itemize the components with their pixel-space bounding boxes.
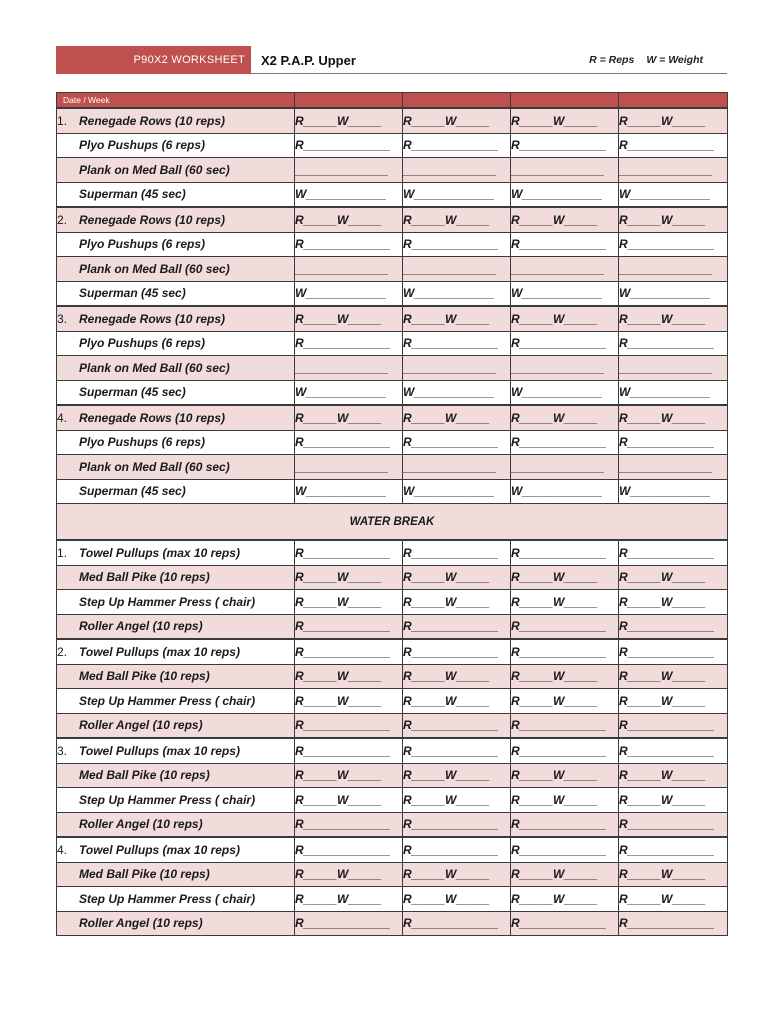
week-entry-field[interactable]: R_____________ [403, 133, 511, 158]
week-entry-field[interactable]: R_____W_____ [403, 664, 511, 689]
exercise-cell [57, 479, 295, 504]
round-number: 1. [57, 113, 68, 128]
week-entry-field[interactable]: W____________ [619, 281, 728, 306]
week-entry-field[interactable]: W____________ [403, 479, 511, 504]
week-entry-field[interactable]: W____________ [619, 182, 728, 207]
week-entry-field[interactable]: R_____________ [295, 540, 403, 565]
week-entry-field[interactable]: W____________ [511, 380, 619, 405]
week-entry-field[interactable]: W____________ [295, 380, 403, 405]
week-entry-field[interactable]: R_____W_____ [619, 887, 728, 912]
week-entry-field[interactable]: R_____W_____ [295, 108, 403, 133]
week-entry-field[interactable]: ______________ [511, 158, 619, 183]
exercise-cell [57, 540, 295, 565]
date-week-row [57, 93, 728, 109]
week-entry-field[interactable]: R_____W_____ [511, 405, 619, 430]
week-entry-field[interactable]: R_____________ [619, 812, 728, 837]
exercise-row [57, 590, 728, 615]
week-entry-field[interactable]: R_____________ [619, 133, 728, 158]
exercise-name: Renegade Rows (10 reps) [79, 311, 226, 326]
week-entry-field[interactable]: R_____________ [619, 837, 728, 862]
week-entry-field[interactable]: R_____________ [403, 911, 511, 936]
exercise-name: Plyo Pushups (6 reps) [79, 237, 206, 252]
worksheet-banner: P90X2 WORKSHEET [56, 46, 251, 74]
date-week-input[interactable] [511, 93, 619, 109]
exercise-name: Roller Angel (10 reps) [79, 817, 203, 832]
exercise-name: Step Up Hammer Press ( chair) [79, 693, 256, 708]
week-entry-field[interactable]: R_____________ [619, 738, 728, 763]
exercise-row [57, 331, 728, 356]
water-break-label: WATER BREAK [57, 504, 728, 541]
week-entry-field[interactable]: R_____________ [403, 540, 511, 565]
week-entry-field[interactable]: R_____W_____ [619, 590, 728, 615]
week-entry-field[interactable]: ______________ [295, 257, 403, 282]
week-entry-field[interactable]: R_____W_____ [295, 887, 403, 912]
week-entry-field[interactable]: R_____________ [295, 837, 403, 862]
exercise-cell [57, 257, 295, 282]
exercise-row [57, 812, 728, 837]
week-entry-field[interactable]: R_____________ [511, 911, 619, 936]
exercise-cell [57, 911, 295, 936]
exercise-cell [57, 738, 295, 763]
exercise-row [57, 133, 728, 158]
week-entry-field[interactable]: R_____________ [295, 713, 403, 738]
week-entry-field[interactable]: R_____W_____ [295, 763, 403, 788]
week-entry-field[interactable]: R_____________ [619, 331, 728, 356]
exercise-name: Med Ball Pike (10 reps) [79, 570, 210, 585]
week-entry-field[interactable]: R_____W_____ [619, 788, 728, 813]
exercise-cell [57, 689, 295, 714]
exercise-row [57, 380, 728, 405]
week-entry-field[interactable]: R_____W_____ [619, 862, 728, 887]
week-entry-field[interactable]: ______________ [511, 455, 619, 480]
week-entry-field[interactable]: W____________ [403, 380, 511, 405]
legend-weight: W = Weight [646, 54, 703, 66]
exercise-row [57, 713, 728, 738]
exercise-name: Roller Angel (10 reps) [79, 916, 203, 931]
week-entry-field[interactable]: R_____W_____ [619, 306, 728, 331]
week-entry-field[interactable]: R_____W_____ [511, 590, 619, 615]
exercise-row [57, 887, 728, 912]
exercise-name: Plyo Pushups (6 reps) [79, 138, 206, 153]
exercise-row [57, 911, 728, 936]
exercise-row [57, 182, 728, 207]
week-entry-field[interactable]: R_____W_____ [403, 405, 511, 430]
week-entry-field[interactable]: R_____W_____ [295, 306, 403, 331]
week-entry-field[interactable]: R_____________ [619, 540, 728, 565]
exercise-name: Towel Pullups (max 10 reps) [79, 545, 240, 560]
exercise-name: Superman (45 sec) [79, 286, 186, 301]
week-entry-field[interactable]: R_____________ [295, 812, 403, 837]
exercise-row [57, 565, 728, 590]
exercise-cell [57, 331, 295, 356]
week-entry-field[interactable]: ______________ [403, 257, 511, 282]
date-week-input[interactable] [619, 93, 728, 109]
week-entry-field[interactable]: R_____W_____ [295, 405, 403, 430]
week-entry-field[interactable]: R_____________ [295, 331, 403, 356]
round-number: 3. [57, 311, 68, 326]
week-entry-field[interactable]: ______________ [619, 455, 728, 480]
week-entry-field[interactable]: R_____________ [511, 738, 619, 763]
week-entry-field[interactable]: R_____________ [403, 812, 511, 837]
week-entry-field[interactable]: R_____W_____ [403, 689, 511, 714]
week-entry-field[interactable]: R_____________ [511, 540, 619, 565]
week-entry-field[interactable]: R_____________ [403, 232, 511, 257]
exercise-name: Med Ball Pike (10 reps) [79, 867, 210, 882]
week-entry-field[interactable]: ______________ [619, 356, 728, 381]
week-entry-field[interactable]: R_____________ [511, 614, 619, 639]
week-entry-field[interactable]: R_____W_____ [619, 763, 728, 788]
week-entry-field[interactable]: R_____________ [295, 430, 403, 455]
week-entry-field[interactable]: R_____________ [403, 331, 511, 356]
week-entry-field[interactable]: R_____________ [619, 614, 728, 639]
exercise-cell [57, 590, 295, 615]
week-entry-field[interactable]: R_____W_____ [511, 108, 619, 133]
worksheet-table [56, 92, 728, 936]
week-entry-field[interactable]: R_____W_____ [295, 689, 403, 714]
exercise-row [57, 356, 728, 381]
exercise-row [57, 257, 728, 282]
week-entry-field[interactable]: ______________ [295, 356, 403, 381]
week-entry-field[interactable]: R_____W_____ [511, 862, 619, 887]
week-entry-field[interactable]: ______________ [403, 356, 511, 381]
week-entry-field[interactable]: R_____________ [511, 430, 619, 455]
exercise-cell [57, 713, 295, 738]
week-entry-field[interactable]: R_____W_____ [511, 306, 619, 331]
exercise-row [57, 763, 728, 788]
week-entry-field[interactable]: R_____W_____ [619, 565, 728, 590]
week-entry-field[interactable]: R_____W_____ [511, 788, 619, 813]
exercise-name: Towel Pullups (max 10 reps) [79, 842, 240, 857]
exercise-row [57, 158, 728, 183]
date-week-label: Date / Week [57, 93, 295, 109]
week-entry-field[interactable]: R_____W_____ [511, 887, 619, 912]
exercise-cell [57, 862, 295, 887]
week-entry-field[interactable]: ______________ [295, 455, 403, 480]
week-entry-field[interactable]: R_____________ [295, 639, 403, 664]
exercise-cell [57, 405, 295, 430]
exercise-row [57, 405, 728, 430]
week-entry-field[interactable]: R_____W_____ [511, 763, 619, 788]
date-week-input[interactable] [403, 93, 511, 109]
exercise-cell [57, 664, 295, 689]
exercise-cell [57, 430, 295, 455]
exercise-name: Plyo Pushups (6 reps) [79, 336, 206, 351]
exercise-cell [57, 232, 295, 257]
water-break-row [57, 504, 728, 541]
exercise-name: Plyo Pushups (6 reps) [79, 435, 206, 450]
exercise-row [57, 232, 728, 257]
exercise-cell [57, 356, 295, 381]
week-entry-field[interactable]: R_____________ [403, 837, 511, 862]
exercise-row [57, 862, 728, 887]
week-entry-field[interactable]: R_____W_____ [295, 862, 403, 887]
week-entry-field[interactable]: W____________ [619, 380, 728, 405]
exercise-name: Towel Pullups (max 10 reps) [79, 743, 240, 758]
exercise-cell [57, 207, 295, 232]
exercise-name: Superman (45 sec) [79, 187, 186, 202]
exercise-cell [57, 565, 295, 590]
exercise-row [57, 455, 728, 480]
exercise-cell [57, 887, 295, 912]
week-entry-field[interactable]: ______________ [619, 257, 728, 282]
week-entry-field[interactable]: ______________ [619, 158, 728, 183]
exercise-name: Step Up Hammer Press ( chair) [79, 594, 256, 609]
exercise-row [57, 689, 728, 714]
exercise-row [57, 540, 728, 565]
exercise-row [57, 281, 728, 306]
exercise-row [57, 738, 728, 763]
week-entry-field[interactable]: ______________ [511, 257, 619, 282]
exercise-row [57, 788, 728, 813]
legend [589, 46, 703, 74]
week-entry-field[interactable]: R_____W_____ [619, 689, 728, 714]
exercise-row [57, 639, 728, 664]
week-entry-field[interactable]: R_____W_____ [403, 862, 511, 887]
week-entry-field[interactable]: R_____________ [295, 911, 403, 936]
week-entry-field[interactable]: R_____________ [511, 713, 619, 738]
exercise-name: Roller Angel (10 reps) [79, 619, 203, 634]
week-entry-field[interactable]: ______________ [403, 455, 511, 480]
week-entry-field[interactable]: R_____W_____ [619, 664, 728, 689]
week-entry-field[interactable]: W____________ [511, 182, 619, 207]
week-entry-field[interactable]: R_____W_____ [403, 306, 511, 331]
week-entry-field[interactable]: R_____W_____ [403, 108, 511, 133]
week-entry-field[interactable]: R_____W_____ [619, 405, 728, 430]
exercise-name: Towel Pullups (max 10 reps) [79, 644, 240, 659]
week-entry-field[interactable]: R_____W_____ [511, 565, 619, 590]
week-entry-field[interactable]: ______________ [511, 356, 619, 381]
round-number: 2. [57, 644, 68, 659]
week-entry-field[interactable]: R_____________ [403, 430, 511, 455]
exercise-name: Renegade Rows (10 reps) [79, 212, 226, 227]
exercise-name: Med Ball Pike (10 reps) [79, 669, 210, 684]
round-number: 3. [57, 743, 68, 758]
week-entry-field[interactable]: R_____W_____ [403, 207, 511, 232]
week-entry-field[interactable]: R_____________ [295, 614, 403, 639]
exercise-cell [57, 639, 295, 664]
week-entry-field[interactable]: R_____________ [511, 133, 619, 158]
week-entry-field[interactable]: R_____________ [295, 738, 403, 763]
exercise-row [57, 664, 728, 689]
week-entry-field[interactable]: R_____________ [619, 232, 728, 257]
exercise-cell [57, 158, 295, 183]
week-entry-field[interactable]: R_____W_____ [511, 689, 619, 714]
exercise-name: Renegade Rows (10 reps) [79, 410, 226, 425]
week-entry-field[interactable]: R_____W_____ [295, 565, 403, 590]
exercise-cell [57, 812, 295, 837]
exercise-cell [57, 182, 295, 207]
exercise-name: Roller Angel (10 reps) [79, 718, 203, 733]
week-entry-field[interactable]: R_____________ [403, 713, 511, 738]
week-entry-field[interactable]: W____________ [511, 281, 619, 306]
worksheet-header [56, 46, 727, 74]
exercise-row [57, 306, 728, 331]
exercise-row [57, 108, 728, 133]
exercise-row [57, 207, 728, 232]
exercise-name: Plank on Med Ball (60 sec) [79, 162, 230, 177]
week-entry-field[interactable]: R_____W_____ [511, 664, 619, 689]
round-number: 4. [57, 410, 68, 425]
exercise-row [57, 479, 728, 504]
week-entry-field[interactable]: W____________ [295, 479, 403, 504]
week-entry-field[interactable]: W____________ [619, 479, 728, 504]
week-entry-field[interactable]: R_____W_____ [295, 590, 403, 615]
exercise-cell [57, 763, 295, 788]
exercise-name: Step Up Hammer Press ( chair) [79, 792, 256, 807]
exercise-name: Superman (45 sec) [79, 484, 186, 499]
week-entry-field[interactable]: W____________ [295, 281, 403, 306]
round-number: 2. [57, 212, 68, 227]
exercise-cell [57, 788, 295, 813]
week-entry-field[interactable]: R_____________ [511, 639, 619, 664]
week-entry-field[interactable]: ______________ [403, 158, 511, 183]
week-entry-field[interactable]: ______________ [295, 158, 403, 183]
week-entry-field[interactable]: W____________ [403, 281, 511, 306]
week-entry-field[interactable]: R_____________ [403, 614, 511, 639]
exercise-row [57, 837, 728, 862]
week-entry-field[interactable]: R_____________ [511, 331, 619, 356]
week-entry-field[interactable]: W____________ [511, 479, 619, 504]
exercise-cell [57, 614, 295, 639]
week-entry-field[interactable]: R_____W_____ [511, 207, 619, 232]
exercise-cell [57, 306, 295, 331]
week-entry-field[interactable]: R_____W_____ [403, 788, 511, 813]
week-entry-field[interactable]: R_____W_____ [403, 565, 511, 590]
workout-title: X2 P.A.P. Upper [261, 52, 356, 68]
week-entry-field[interactable]: R_____________ [295, 232, 403, 257]
exercise-cell [57, 281, 295, 306]
week-entry-field[interactable]: R_____W_____ [619, 108, 728, 133]
week-entry-field[interactable]: R_____________ [403, 738, 511, 763]
week-entry-field[interactable]: R_____W_____ [619, 207, 728, 232]
week-entry-field[interactable]: R_____W_____ [403, 590, 511, 615]
exercise-name: Step Up Hammer Press ( chair) [79, 891, 256, 906]
header-rule [251, 73, 727, 74]
week-entry-field[interactable]: R_____________ [619, 639, 728, 664]
week-entry-field[interactable]: W____________ [295, 182, 403, 207]
week-entry-field[interactable]: R_____W_____ [403, 763, 511, 788]
exercise-cell [57, 133, 295, 158]
week-entry-field[interactable]: R_____________ [619, 713, 728, 738]
exercise-cell [57, 837, 295, 862]
exercise-cell [57, 380, 295, 405]
exercise-name: Plank on Med Ball (60 sec) [79, 360, 230, 375]
round-number: 4. [57, 842, 68, 857]
exercise-name: Renegade Rows (10 reps) [79, 113, 226, 128]
exercise-cell [57, 108, 295, 133]
week-entry-field[interactable]: W____________ [403, 182, 511, 207]
week-entry-field[interactable]: R_____________ [619, 911, 728, 936]
week-entry-field[interactable]: R_____W_____ [403, 887, 511, 912]
date-week-input[interactable] [295, 93, 403, 109]
week-entry-field[interactable]: R_____W_____ [295, 788, 403, 813]
exercise-row [57, 430, 728, 455]
week-entry-field[interactable]: R_____W_____ [295, 664, 403, 689]
week-entry-field[interactable]: R_____________ [619, 430, 728, 455]
exercise-name: Plank on Med Ball (60 sec) [79, 261, 230, 276]
week-entry-field[interactable]: R_____________ [511, 812, 619, 837]
week-entry-field[interactable]: R_____W_____ [295, 207, 403, 232]
week-entry-field[interactable]: R_____________ [295, 133, 403, 158]
exercise-name: Superman (45 sec) [79, 385, 186, 400]
exercise-name: Med Ball Pike (10 reps) [79, 768, 210, 783]
round-number: 1. [57, 545, 68, 560]
week-entry-field[interactable]: R_____________ [511, 837, 619, 862]
exercise-cell [57, 455, 295, 480]
week-entry-field[interactable]: R_____________ [511, 232, 619, 257]
exercise-name: Plank on Med Ball (60 sec) [79, 459, 230, 474]
week-entry-field[interactable]: R_____________ [403, 639, 511, 664]
legend-reps: R = Reps [589, 54, 635, 66]
exercise-row [57, 614, 728, 639]
